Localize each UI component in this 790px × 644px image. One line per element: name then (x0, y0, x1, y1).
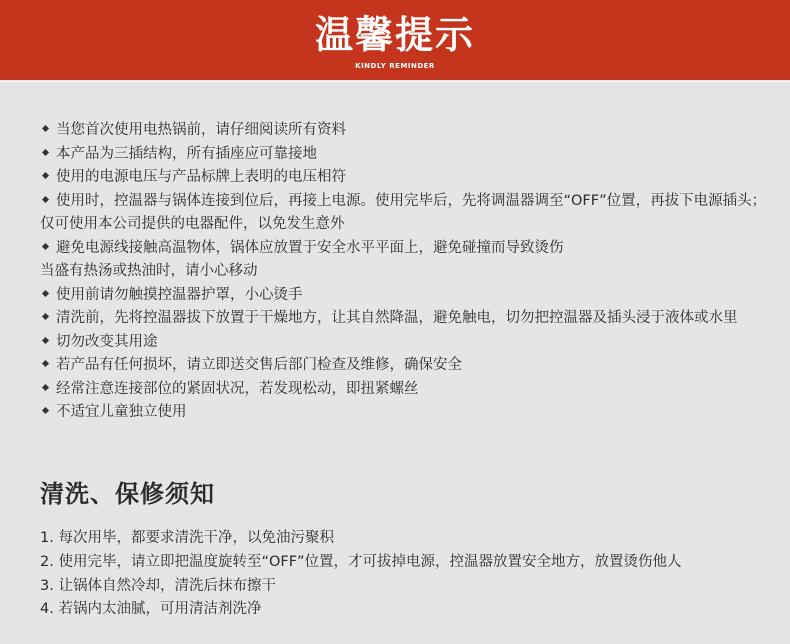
header-banner (0, 0, 790, 80)
tip-text: 使用时，控温器与锅体连接到位后，再接上电源。使用完毕后，先将调温器调至“OFF”位置，再拔下电源插头；仅可使用本公司提供的电器配件，以免发生意外 (40, 192, 767, 232)
page-subtitle: KINDLY REMINDER (355, 62, 435, 70)
list-item (40, 307, 780, 331)
diamond-bullet-icon (42, 289, 49, 296)
list-item (40, 284, 780, 308)
diamond-bullet-icon (42, 336, 49, 343)
list-item: 4. 若锅内太油腻，可用清洁剂洗净 (40, 601, 262, 618)
list-item (40, 166, 780, 190)
list-item (40, 354, 780, 378)
tip-text: 当您首次使用电热锅前，请仔细阅读所有资料 (56, 122, 346, 138)
tip-text: 当盛有热汤或热油时，请小心移动 (40, 263, 258, 279)
list-item (40, 401, 780, 425)
tip-text: 清洗前，先将控温器拔下放置于干燥地方，让其自然降温，避免触电，切勿把控温器及插头浸于液体或水里 (56, 310, 738, 326)
page-title: 温馨提示 (314, 13, 475, 57)
tip-text: 若产品有任何损坏，请立即送交售后部门检查及维修，确保安全 (56, 357, 462, 373)
list-item (40, 119, 780, 143)
cleaning-steps-list (40, 527, 780, 622)
list-item (40, 378, 780, 402)
header-divider (0, 81, 790, 82)
section-title: 清洗、保修须知 (40, 480, 215, 508)
diamond-bullet-icon (42, 407, 49, 414)
tip-text: 本产品为三插结构，所有插座应可靠接地 (56, 145, 317, 162)
diamond-bullet-icon (42, 125, 49, 132)
diamond-bullet-icon (42, 383, 49, 390)
tip-text: 使用的电源电压与产品标牌上表明的电压相符 (56, 169, 346, 185)
tip-text: 切勿改变其用途 (56, 333, 158, 350)
diamond-bullet-icon (42, 360, 49, 367)
tip-text: 经常注意连接部位的紧固状况，若发现松动，即扭紧螺丝 (56, 380, 419, 397)
diamond-bullet-icon (42, 313, 49, 320)
list-item (40, 143, 780, 167)
diamond-bullet-icon (42, 195, 49, 202)
diamond-bullet-icon (42, 148, 49, 155)
tip-text: 使用前请勿触摸控温器护罩，小心烫手 (56, 286, 303, 303)
list-item: 2. 使用完毕，请立即把温度旋转至“OFF”位置，才可拔掉电源，控温器放置安全地方，放置烫伤他人 (40, 553, 682, 570)
list-item (40, 331, 780, 355)
list-item (40, 237, 780, 261)
diamond-bullet-icon (42, 242, 49, 249)
diamond-bullet-icon (42, 172, 49, 179)
tip-text: 避免电源线接触高温物体，锅体应放置于安全水平平面上，避免碰撞而导致烫伤 (56, 239, 564, 256)
list-item (40, 190, 780, 237)
list-item (40, 260, 780, 284)
tip-text: 不适宜儿童独立使用 (56, 404, 187, 420)
list-item: 3. 让锅体自然冷却，清洗后抹布擦干 (40, 577, 276, 594)
list-item: 1. 每次用毕，都要求清洗干净，以免油污聚积 (40, 530, 334, 546)
tips-list (40, 119, 780, 425)
